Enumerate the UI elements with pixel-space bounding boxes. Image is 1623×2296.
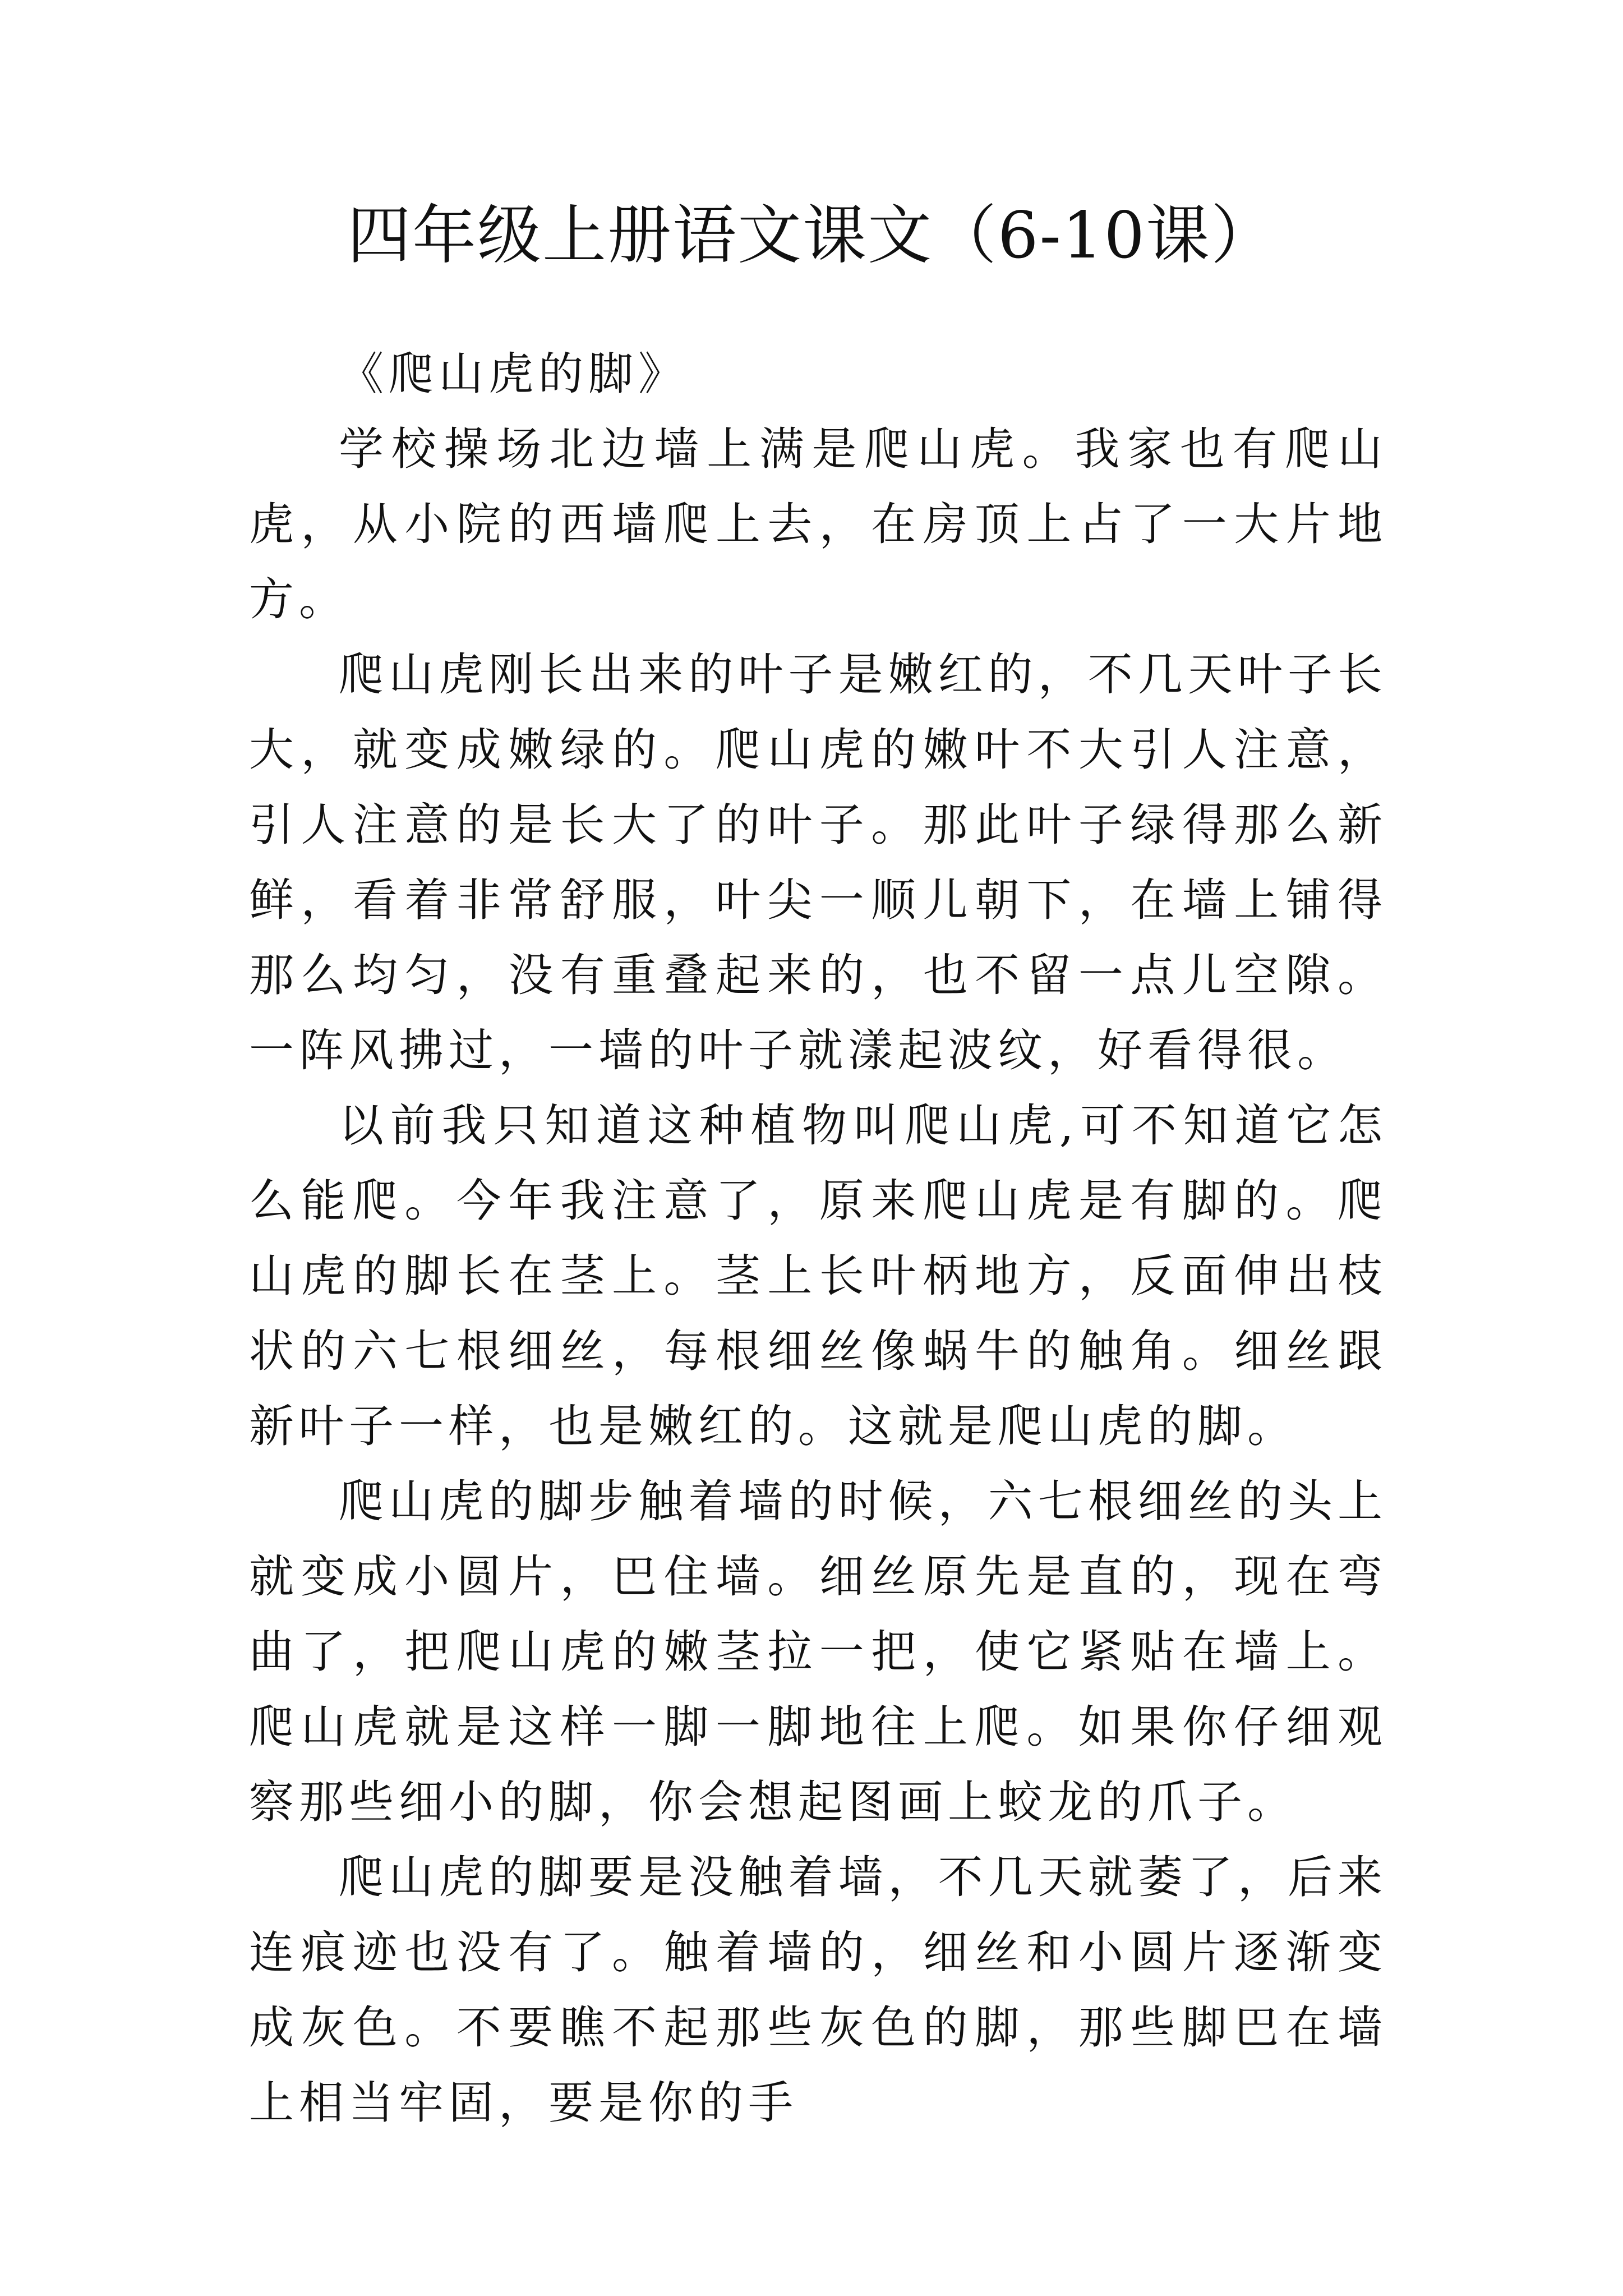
paragraph: 以前我只知道这种植物叫爬山虎,可不知道它怎么能爬。今年我注意了，原来爬山虎是有脚的。爬山虎的脚长在茎上。茎上长叶柄地方，反面伸出枝状的六七根细丝，每根细丝像蜗牛的触角。细丝跟新叶子一样，也是嫩红的。这就是爬山虎的脚。 xyxy=(249,1099,1387,1452)
document-title: 四年级上册语文课文（6-10课） xyxy=(347,198,1276,273)
document-body xyxy=(249,337,1387,2141)
lesson-title: 《爬山虎的脚》 xyxy=(339,348,688,400)
paragraph: 爬山虎的脚步触着墙的时候，六七根细丝的头上就变成小圆片，巴住墙。细丝原先是直的，现在弯曲了，把爬山虎的嫩茎拉一把，使它紧贴在墙上。爬山虎就是这样一脚一脚地往上爬。如果你仔细观察那些细小的脚，你会想起图画上蛟龙的爪子。 xyxy=(249,1475,1387,1828)
paragraph: 学校操场北边墙上满是爬山虎。我家也有爬山虎，从小院的西墙爬上去，在房顶上占了一大片地方。 xyxy=(249,423,1387,625)
paragraph: 爬山虎刚长出来的叶子是嫩红的，不几天叶子长大，就变成嫩绿的。爬山虎的嫩叶不大引人注意，引人注意的是长大了的叶子。那此叶子绿得那么新鲜，看着非常舒服，叶尖一顺儿朝下，在墙上铺得那么均匀，没有重叠起来的，也不留一点儿空隙。一阵风拂过，一墙的叶子就漾起波纹，好看得很。 xyxy=(249,648,1387,1076)
paragraph: 爬山虎的脚要是没触着墙，不几天就萎了，后来连痕迹也没有了。触着墙的，细丝和小圆片逐渐变成灰色。不要瞧不起那些灰色的脚，那些脚巴在墙上相当牢固，要是你的手 xyxy=(249,1851,1387,2129)
